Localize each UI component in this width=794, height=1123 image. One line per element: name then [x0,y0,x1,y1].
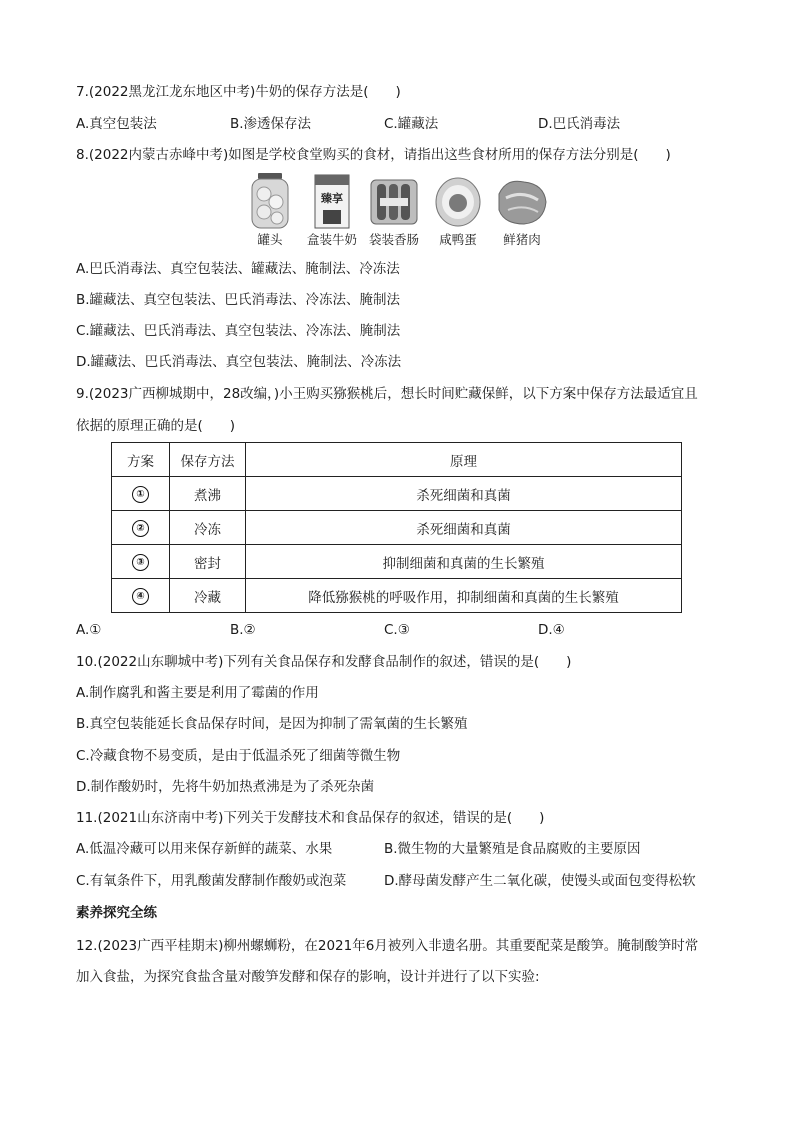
q11-option-b[interactable]: B.微生物的大量繁殖是食品腐败的主要原因 [384,841,641,857]
principle-cell: 杀死细菌和真菌 [246,477,682,511]
method-cell: 密封 [170,545,246,579]
milk-carton-icon [310,172,354,230]
q9-stem-line2: 依据的原理正确的是( ) [76,418,236,434]
q7-option-a[interactable]: A.真空包装法 [76,116,157,132]
q12-stem-line1: 12.(2023广西平桂期末)柳州螺蛳粉，在2021年6月被列入非遗名册。其重要配菜是酸笋。腌制酸笋时常 [76,938,699,954]
q9-option-a[interactable]: A.① [76,622,102,638]
q9-option-b[interactable]: B.② [230,622,256,638]
food-label: 袋装香肠 [368,232,419,247]
canned-food-icon [248,172,292,230]
principle-cell: 抑制细菌和真菌的生长繁殖 [246,545,682,579]
plan-table [111,442,682,613]
table-row [112,579,682,613]
table-row [112,477,682,511]
plan-number: ① [132,486,149,503]
q8-option-d[interactable]: D.罐藏法、巴氏消毒法、真空包装法、腌制法、冷冻法 [76,354,402,370]
milk-brand-text: 臻享 [321,192,343,205]
q12-stem-line2: 加入食盐，为探究食盐含量对酸笋发酵和保存的影响，设计并进行了以下实验: [76,969,540,985]
food-label: 咸鸭蛋 [439,232,477,247]
table-row [112,511,682,545]
header-principle: 原理 [246,443,682,477]
method-cell: 冷藏 [170,579,246,613]
food-item-egg [428,172,488,247]
plan-number: ③ [132,554,149,571]
plan-number: ② [132,520,149,537]
q8-option-c[interactable]: C.罐藏法、巴氏消毒法、真空包装法、冷冻法、腌制法 [76,323,401,339]
food-label: 罐头 [257,232,283,247]
sausage-pack-icon [368,172,420,230]
q11-stem: 11.(2021山东济南中考)下列关于发酵技术和食品保存的叙述，错误的是( ) [76,810,545,826]
food-label: 盒装牛奶 [306,232,357,247]
q7-option-d[interactable]: D.巴氏消毒法 [538,116,621,132]
q7-option-b[interactable]: B.渗透保存法 [230,116,312,132]
q10-option-c[interactable]: C.冷藏食物不易变质，是由于低温杀死了细菌等微生物 [76,748,401,764]
table-header-row [112,443,682,477]
q8-stem: 8.(2022内蒙古赤峰中考)如图是学校食堂购买的食材，请指出这些食材所用的保存方法分别是( ) [76,147,671,163]
method-cell: 冷冻 [170,511,246,545]
q11-option-d[interactable]: D.酵母菌发酵产生二氧化碳，使馒头或面包变得松软 [384,873,696,889]
q8-option-a[interactable]: A.巴氏消毒法、真空包装法、罐藏法、腌制法、冷冻法 [76,261,400,277]
food-figure [240,172,560,252]
plan-number: ④ [132,588,149,605]
q7-option-c[interactable]: C.罐藏法 [384,116,439,132]
principle-cell: 杀死细菌和真菌 [246,511,682,545]
salted-egg-icon [433,172,483,230]
method-cell: 煮沸 [170,477,246,511]
header-method: 保存方法 [170,443,246,477]
q8-option-b[interactable]: B.罐藏法、真空包装法、巴氏消毒法、冷冻法、腌制法 [76,292,401,308]
section-title: 素养探究全练 [76,905,157,921]
q11-option-a[interactable]: A.低温冷藏可以用来保存新鲜的蔬菜、水果 [76,841,333,857]
food-item-milk [302,172,362,247]
food-item-pork [492,172,552,247]
q9-stem-line1: 9.(2023广西柳城期中，28改编，)小王购买猕猴桃后，想长时间贮藏保鲜，以下方案中保存方法最适宜且 [76,386,698,402]
q10-option-b[interactable]: B.真空包装能延长食品保存时间，是因为抑制了需氧菌的生长繁殖 [76,716,468,732]
table-row [112,545,682,579]
food-label: 鲜猪肉 [503,232,541,247]
food-item-sausage [364,172,424,247]
q10-stem: 10.(2022山东聊城中考)下列有关食品保存和发酵食品制作的叙述，错误的是( ) [76,654,572,670]
header-plan: 方案 [112,443,170,477]
q10-option-d[interactable]: D.制作酸奶时，先将牛奶加热煮沸是为了杀死杂菌 [76,779,375,795]
principle-cell: 降低猕猴桃的呼吸作用，抑制细菌和真菌的生长繁殖 [246,579,682,613]
q11-option-c[interactable]: C.有氧条件下，用乳酸菌发酵制作酸奶或泡菜 [76,873,347,889]
q7-stem: 7.(2022黑龙江龙东地区中考)牛奶的保存方法是( ) [76,84,401,100]
pork-icon [494,172,550,230]
q10-option-a[interactable]: A.制作腐乳和酱主要是利用了霉菌的作用 [76,685,319,701]
q9-option-d[interactable]: D.④ [538,622,565,638]
food-item-canned [240,172,300,247]
q9-option-c[interactable]: C.③ [384,622,410,638]
